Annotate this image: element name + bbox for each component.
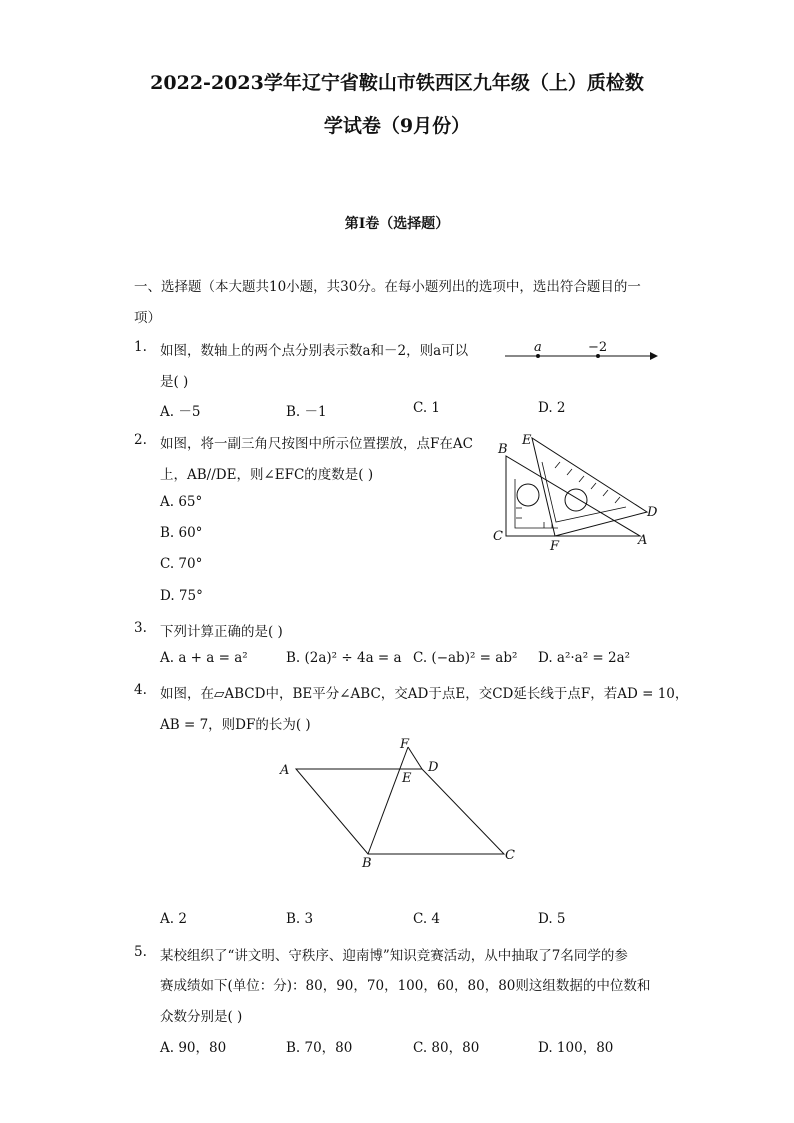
q2-label-d: D (647, 505, 658, 520)
q4-label-d: D (428, 760, 439, 775)
q1-option-b[interactable]: B. －1 (286, 404, 327, 420)
section-instructions-line2: 项） (134, 310, 161, 326)
q4-option-d[interactable]: D. 5 (538, 911, 566, 927)
q4-option-a[interactable]: A. 2 (160, 911, 187, 927)
q4-text-line2: AB = 7，则DF的长为( ) (160, 717, 311, 733)
q2-triangle-rulers-figure (490, 432, 665, 557)
q5-text-line1: 某校组织了“讲文明、守秩序、迎南博”知识竞赛活动，从中抽取了7名同学的参 (160, 948, 628, 964)
q5-option-b[interactable]: B. 70，80 (286, 1040, 353, 1056)
q1-option-d[interactable]: D. 2 (538, 400, 566, 416)
q4-option-c[interactable]: C. 4 (413, 911, 441, 927)
q1-text-line2: 是( ) (160, 374, 189, 390)
q2-label-f: F (550, 539, 560, 554)
q4-number: 4. (134, 682, 147, 698)
q2-label-b: B (498, 442, 508, 457)
q4-label-c: C (505, 848, 515, 863)
q4-label-f: F (400, 737, 410, 752)
q1-label-neg2: −2 (588, 340, 608, 355)
q1-number: 1. (134, 339, 147, 355)
q3-option-c[interactable]: C. (−ab)² = ab² (413, 650, 518, 666)
q5-option-c[interactable]: C. 80，80 (413, 1040, 480, 1056)
q1-option-a[interactable]: A. －5 (160, 404, 201, 420)
section-instructions-line1: 一、选择题（本大题共10小题，共30分。在每小题列出的选项中，选出符合题目的一 (134, 279, 641, 295)
q2-option-b[interactable]: B. 60° (160, 525, 203, 541)
volume-heading: 第I卷（选择题） (344, 216, 450, 232)
q5-number: 5. (134, 944, 147, 960)
q2-option-a[interactable]: A. 65° (160, 494, 203, 510)
q2-label-c: C (493, 529, 503, 544)
q5-option-a[interactable]: A. 90，80 (160, 1040, 227, 1056)
q5-text-line2: 赛成绩如下(单位：分)：80，90，70，100，60，80，80则这组数据的中位数和 (160, 978, 651, 994)
q4-label-e: E (402, 771, 412, 786)
q3-text-line1: 下列计算正确的是( ) (160, 624, 283, 640)
q4-parallelogram-figure (278, 736, 518, 871)
q2-option-c[interactable]: C. 70° (160, 556, 203, 572)
q2-label-e: E (522, 433, 532, 448)
q3-number: 3. (134, 620, 147, 636)
q1-label-a: a (534, 340, 542, 355)
q5-option-d[interactable]: D. 100，80 (538, 1040, 614, 1056)
page-title-line2: 学试卷（9月份） (323, 115, 471, 137)
q4-label-b: B (362, 856, 372, 871)
q2-label-a: A (638, 533, 648, 548)
q2-text-line1: 如图，将一副三角尺按图中所示位置摆放，点F在AC (160, 436, 473, 452)
q4-option-b[interactable]: B. 3 (286, 911, 314, 927)
q2-number: 2. (134, 432, 147, 448)
q4-text-line1: 如图，在▱ABCD中，BE平分∠ABC，交AD于点E，交CD延长线于点F，若AD = 10， (160, 686, 689, 702)
q2-text-line2: 上，AB//DE，则∠EFC的度数是( ) (160, 467, 374, 483)
page-title-line1: 2022-2023学年辽宁省鞍山市铁西区九年级（上）质检数 (150, 72, 644, 94)
q1-text-line1: 如图，数轴上的两个点分别表示数a和－2，则a可以 (160, 343, 469, 359)
q1-option-c[interactable]: C. 1 (413, 400, 441, 416)
q3-option-d[interactable]: D. a²·a² = 2a² (538, 650, 631, 666)
q4-label-a: A (280, 763, 290, 778)
q5-text-line3: 众数分别是( ) (160, 1009, 243, 1025)
q1-number-line-figure (500, 335, 662, 365)
q2-option-d[interactable]: D. 75° (160, 588, 203, 604)
q3-option-b[interactable]: B. (2a)² ÷ 4a = a (286, 650, 402, 666)
q3-option-a[interactable]: A. a + a = a² (160, 650, 248, 666)
